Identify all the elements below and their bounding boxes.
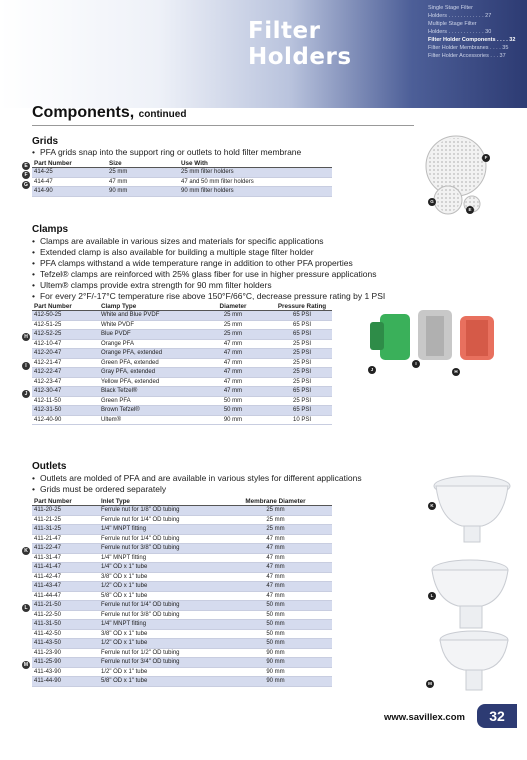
table-cell: 65 PSI — [272, 311, 332, 321]
outlets-table — [32, 498, 332, 687]
table-cell: 411-44-90 — [32, 677, 99, 687]
table-row — [32, 534, 332, 544]
column-header: Use With — [179, 160, 332, 168]
clamp-label-i: I — [412, 360, 420, 368]
table-cell: Orange PFA — [99, 339, 194, 349]
table-cell: 411-23-90 — [32, 648, 99, 658]
clamps-table — [32, 303, 332, 425]
table-cell: 50 mm — [219, 620, 332, 630]
heading-divider — [32, 125, 414, 126]
table-row — [32, 377, 332, 387]
table-cell: Yellow PFA, extended — [99, 377, 194, 387]
table-cell: 47 mm — [194, 358, 272, 368]
table-cell: 412-51-25 — [32, 320, 99, 330]
page-header — [0, 0, 527, 108]
table-row — [32, 610, 332, 620]
table-cell: 411-25-90 — [32, 658, 99, 668]
outlet-label-l: L — [428, 592, 436, 600]
grid-label-f: F — [482, 154, 490, 162]
table-cell: 50 mm — [219, 629, 332, 639]
table-cell: 25 mm — [219, 506, 332, 516]
table-row — [32, 515, 332, 525]
table-cell: 90 mm — [194, 415, 272, 425]
table-cell: Ferrule nut for 1/4" OD tubing — [99, 534, 219, 544]
table-cell: 412-20-47 — [32, 349, 99, 359]
toc-item[interactable]: Multiple Stage Filter — [428, 21, 477, 27]
table-cell: 412-22-47 — [32, 368, 99, 378]
table-cell: Ferrule nut for 1/4" OD tubing — [99, 515, 219, 525]
bullet-item: • Ultem® clamps provide extra strength for 90 mm filter holders — [32, 280, 385, 291]
table-cell: 50 mm — [219, 639, 332, 649]
table-cell: Ferrule nut for 3/4" OD tubing — [99, 658, 219, 668]
column-header: Inlet Type — [99, 498, 219, 506]
table-cell: Black Tefzel® — [99, 387, 194, 397]
table-row — [32, 525, 332, 535]
table-cell: 47 mm — [194, 377, 272, 387]
table-row — [32, 168, 332, 178]
table-cell: 5/8" OD x 1" tube — [99, 591, 219, 601]
grid-label-e: E — [466, 206, 474, 214]
table-header-row — [32, 160, 332, 168]
table-cell: 1/2" OD x 1" tube — [99, 582, 219, 592]
table-cell: 3/8" OD x 1" tube — [99, 572, 219, 582]
table-cell: 412-10-47 — [32, 339, 99, 349]
table-cell: 25 PSI — [272, 377, 332, 387]
outlet-label-k: K — [428, 502, 436, 510]
table-cell: 25 mm — [194, 320, 272, 330]
table-row — [32, 601, 332, 611]
table-cell: 414-90 — [32, 187, 107, 197]
toc-item[interactable]: Holders . . . . . . . . . . . . 27 — [428, 13, 492, 19]
table-cell: 47 mm — [107, 177, 179, 187]
table-cell: White PVDF — [99, 320, 194, 330]
bullet-item: • For every 2°F/-17°C temperature rise above 150°F/66°C, decrease pressure rating by 1 PSI — [32, 291, 385, 302]
table-cell: 1/4" MNPT fitting — [99, 553, 219, 563]
table-cell: 90 mm — [219, 677, 332, 687]
table-cell: Ferrule nut for 3/8" OD tubing — [99, 544, 219, 554]
outlets-image — [420, 430, 520, 700]
table-cell: 412-30-47 — [32, 387, 99, 397]
bullet-item: • PFA grids snap into the support ring or outlets to hold filter membrane — [32, 147, 301, 158]
table-cell: 25 PSI — [272, 396, 332, 406]
table-cell: 25 PSI — [272, 358, 332, 368]
table-cell: 411-43-90 — [32, 667, 99, 677]
table-cell: Ferrule nut for 1/4" OD tubing — [99, 601, 219, 611]
table-row — [32, 506, 332, 516]
table-row — [32, 563, 332, 573]
table-row — [32, 553, 332, 563]
grids-heading: Grids — [32, 136, 59, 147]
table-cell: Ultem® — [99, 415, 194, 425]
table-cell: 25 mm — [194, 311, 272, 321]
table-cell: 411-31-47 — [32, 553, 99, 563]
bullet-item: • Outlets are molded of PFA and are available in various styles for different applications — [32, 473, 362, 484]
column-header: Size — [107, 160, 179, 168]
table-cell: 414-25 — [32, 168, 107, 178]
row-marker: F — [22, 171, 30, 179]
column-header: Part Number — [32, 498, 99, 506]
table-cell: 47 mm — [219, 572, 332, 582]
table-cell: 411-31-50 — [32, 620, 99, 630]
table-row — [32, 582, 332, 592]
table-cell: 1/4" MNPT fitting — [99, 525, 219, 535]
column-header: Membrane Diameter — [219, 498, 332, 506]
table-cell: 25 mm — [219, 525, 332, 535]
table-cell: 25 PSI — [272, 368, 332, 378]
table-cell: 411-22-50 — [32, 610, 99, 620]
table-cell: 25 mm filter holders — [179, 168, 332, 178]
table-cell: 47 mm — [219, 563, 332, 573]
grid-label-g: G — [428, 198, 436, 206]
table-cell: 1/2" OD x 1" tube — [99, 667, 219, 677]
table-cell: 47 mm — [219, 553, 332, 563]
row-marker: J — [22, 390, 30, 398]
toc-item[interactable]: Filter Holder Components . . . . 32 — [428, 37, 516, 43]
table-header-row — [32, 498, 332, 506]
table-cell: 411-42-50 — [32, 629, 99, 639]
table-cell: 47 mm — [194, 339, 272, 349]
bullet-item: • Extended clamp is also available for building a multiple stage filter holder — [32, 247, 385, 258]
row-marker: M — [23, 662, 29, 668]
table-row — [32, 591, 332, 601]
components-heading — [32, 104, 186, 122]
clamp-label-h: H — [452, 368, 460, 376]
table-cell: 411-20-25 — [32, 506, 99, 516]
table-row — [32, 667, 332, 677]
table-cell: 50 mm — [194, 406, 272, 416]
row-marker: G — [22, 181, 30, 189]
table-cell: 411-21-47 — [32, 534, 99, 544]
clamps-bullets — [32, 236, 385, 302]
table-row — [32, 406, 332, 416]
table-cell: 90 mm filter holders — [179, 187, 332, 197]
table-cell: Green PFA — [99, 396, 194, 406]
table-cell: 10 PSI — [272, 415, 332, 425]
outlets-bullets — [32, 473, 362, 495]
table-row — [32, 320, 332, 330]
table-row — [32, 330, 332, 340]
table-row — [32, 620, 332, 630]
table-row — [32, 387, 332, 397]
table-row — [32, 339, 332, 349]
table-cell: 411-42-47 — [32, 572, 99, 582]
outlet-label-m: M — [426, 680, 434, 688]
table-cell: White and Blue PVDF — [99, 311, 194, 321]
table-cell: 411-43-50 — [32, 639, 99, 649]
table-cell: 90 mm — [219, 648, 332, 658]
table-cell: 65 PSI — [272, 387, 332, 397]
table-cell: 47 mm — [219, 534, 332, 544]
table-cell: Gray PFA, extended — [99, 368, 194, 378]
table-cell: 65 PSI — [272, 330, 332, 340]
table-cell: 411-44-47 — [32, 591, 99, 601]
table-cell: 47 and 50 mm filter holders — [179, 177, 332, 187]
table-cell: 47 mm — [194, 368, 272, 378]
row-marker: L — [22, 604, 30, 612]
table-cell: 5/8" OD x 1" tube — [99, 677, 219, 687]
column-header: Diameter — [194, 303, 272, 311]
table-cell: 412-23-47 — [32, 377, 99, 387]
table-cell: 90 mm — [219, 658, 332, 668]
outlets-heading: Outlets — [32, 461, 67, 472]
table-cell: 1/4" MNPT fitting — [99, 620, 219, 630]
table-cell: Ferrule nut for 1/2" OD tubing — [99, 648, 219, 658]
table-cell: 414-47 — [32, 177, 107, 187]
table-row — [32, 358, 332, 368]
page-number: 32 — [477, 704, 517, 728]
table-cell: Green PFA, extended — [99, 358, 194, 368]
table-cell: 411-21-25 — [32, 515, 99, 525]
clamps-image — [360, 300, 510, 380]
table-cell: 412-21-47 — [32, 358, 99, 368]
table-cell: 412-11-50 — [32, 396, 99, 406]
table-cell: 1/4" OD x 1" tube — [99, 563, 219, 573]
table-cell: 411-43-47 — [32, 582, 99, 592]
table-cell: 25 PSI — [272, 349, 332, 359]
grids-image — [420, 132, 510, 222]
column-header: Pressure Rating — [272, 303, 332, 311]
column-header: Clamp Type — [99, 303, 194, 311]
table-cell: 90 mm — [219, 667, 332, 677]
table-cell: 47 mm — [219, 544, 332, 554]
row-marker: K — [22, 547, 30, 555]
table-cell: 25 mm — [219, 515, 332, 525]
table-row — [32, 177, 332, 187]
table-cell: 411-41-47 — [32, 563, 99, 573]
components-subtitle: continued — [138, 109, 187, 120]
table-cell: 65 PSI — [272, 406, 332, 416]
table-cell: 47 mm — [194, 387, 272, 397]
table-cell: 412-50-25 — [32, 311, 99, 321]
row-marker: I — [22, 362, 30, 370]
table-cell: 50 mm — [219, 601, 332, 611]
table-cell: 90 mm — [107, 187, 179, 197]
grids-table — [32, 160, 332, 197]
table-header-row — [32, 303, 332, 311]
table-cell: 25 mm — [194, 330, 272, 340]
table-row — [32, 187, 332, 197]
bullet-item: • Tefzel® clamps are reinforced with 25% glass fiber for use in higher pressure applications — [32, 269, 385, 280]
table-cell: Blue PVDF — [99, 330, 194, 340]
clamp-label-j: J — [368, 366, 376, 374]
table-row — [32, 396, 332, 406]
table-cell: 47 mm — [219, 582, 332, 592]
table-cell: Ferrule nut for 3/8" OD tubing — [99, 610, 219, 620]
table-cell: 412-40-90 — [32, 415, 99, 425]
table-cell: 25 mm — [107, 168, 179, 178]
row-marker: E — [22, 162, 30, 170]
table-cell: 412-31-50 — [32, 406, 99, 416]
toc-item[interactable]: Single Stage Filter — [428, 5, 473, 11]
table-row — [32, 572, 332, 582]
table-row — [32, 368, 332, 378]
row-marker: H — [22, 333, 30, 341]
toc-item[interactable]: Filter Holder Accessories . . . 37 — [428, 53, 506, 59]
clamps-heading: Clamps — [32, 224, 69, 235]
table-row — [32, 311, 332, 321]
table-cell: 47 mm — [219, 591, 332, 601]
table-row — [32, 658, 332, 668]
table-row — [32, 639, 332, 649]
table-row — [32, 349, 332, 359]
bullet-item: • Grids must be ordered separately — [32, 484, 362, 495]
table-cell: 65 PSI — [272, 320, 332, 330]
table-cell: Ferrule nut for 1/8" OD tubing — [99, 506, 219, 516]
table-cell: 50 mm — [219, 610, 332, 620]
table-row — [32, 544, 332, 554]
table-cell: 411-21-50 — [32, 601, 99, 611]
table-cell: 412-52-25 — [32, 330, 99, 340]
page-title: Filter Holders — [248, 18, 352, 70]
section-toc — [428, 4, 527, 60]
table-row — [32, 415, 332, 425]
table-cell: 411-22-47 — [32, 544, 99, 554]
toc-item[interactable]: Holders . . . . . . . . . . . . 30 — [428, 29, 492, 35]
table-cell: 25 PSI — [272, 339, 332, 349]
column-header: Part Number — [32, 160, 107, 168]
bullet-item: • Clamps are available in various sizes and materials for specific applications — [32, 236, 385, 247]
table-cell: 1/2" OD x 1" tube — [99, 639, 219, 649]
table-row — [32, 648, 332, 658]
table-cell: 3/8" OD x 1" tube — [99, 629, 219, 639]
grids-bullets — [32, 147, 301, 158]
table-cell: 50 mm — [194, 396, 272, 406]
components-title: Components, — [32, 104, 135, 121]
table-cell: Brown Tefzel® — [99, 406, 194, 416]
toc-item[interactable]: Filter Holder Membranes . . . . 35 — [428, 45, 509, 51]
table-row — [32, 677, 332, 687]
footer-url[interactable]: www.savillex.com — [384, 712, 465, 723]
column-header: Part Number — [32, 303, 99, 311]
table-row — [32, 629, 332, 639]
table-cell: Orange PFA, extended — [99, 349, 194, 359]
bullet-item: • PFA clamps withstand a wide temperature range in addition to other PFA properties — [32, 258, 385, 269]
table-cell: 47 mm — [194, 349, 272, 359]
table-cell: 411-31-25 — [32, 525, 99, 535]
